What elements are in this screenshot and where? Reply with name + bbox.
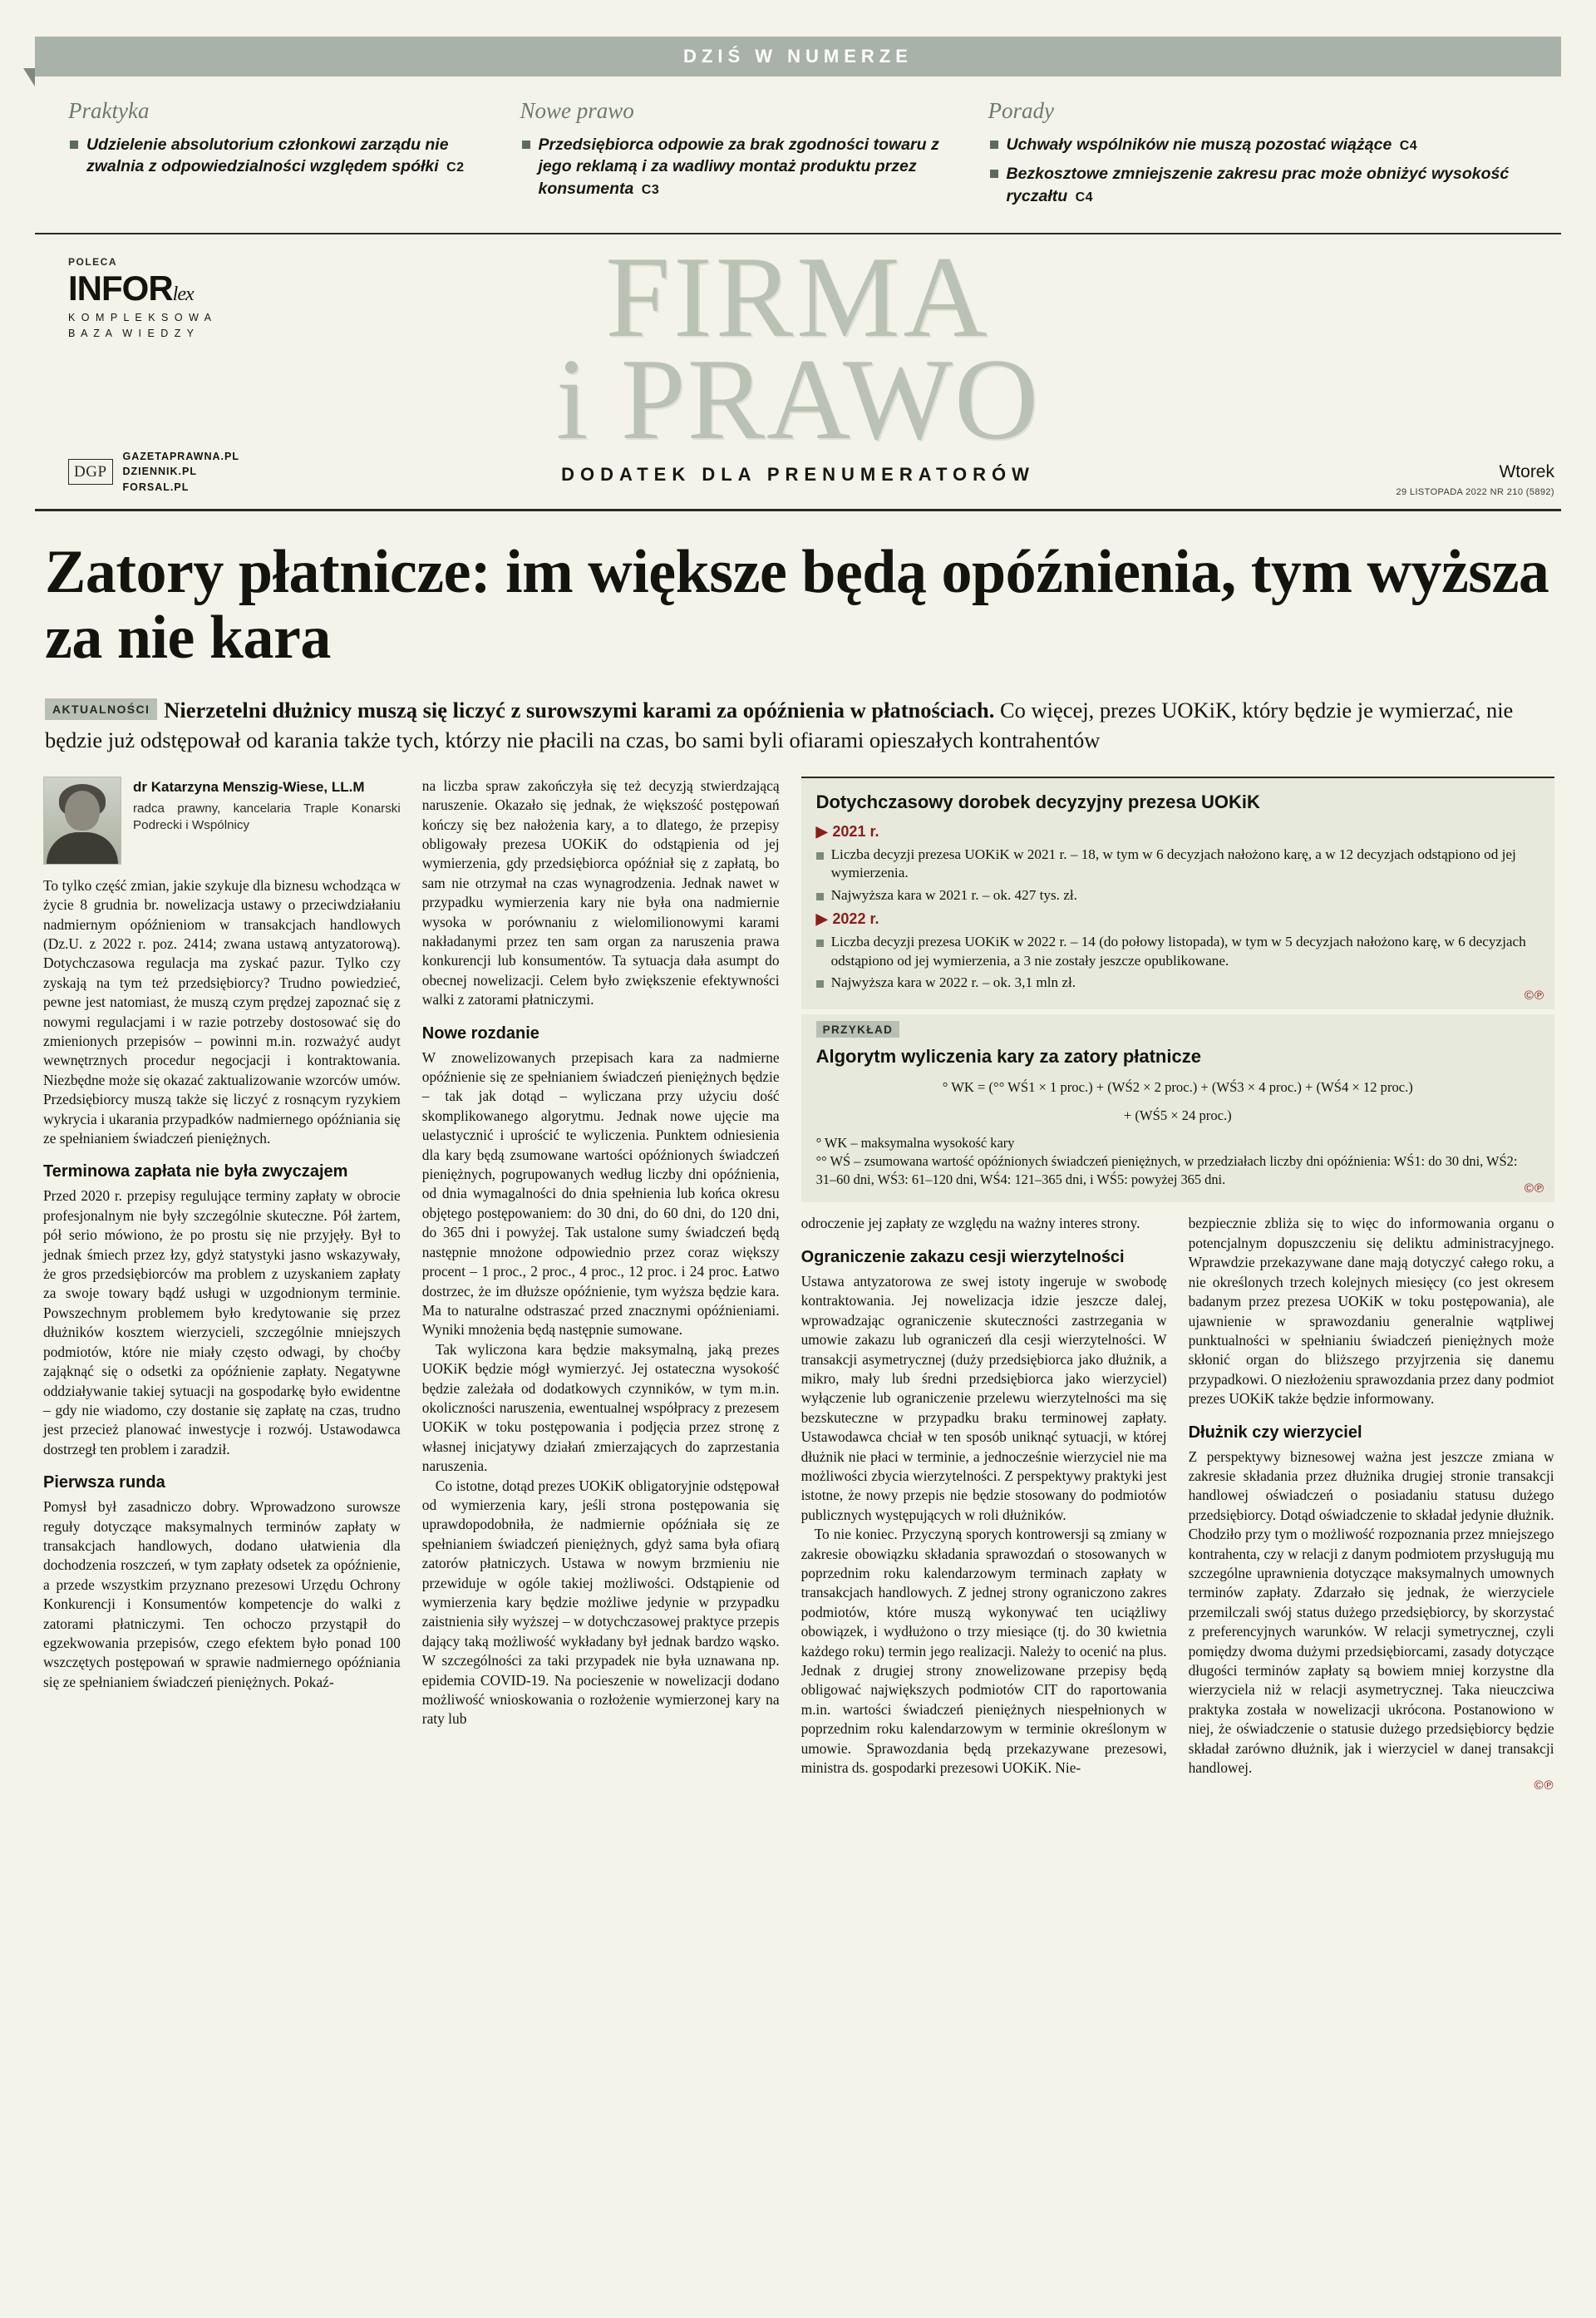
author-role: radca prawny, kancelaria Traple Konarski Podrecki i Wspólnicy xyxy=(133,801,401,832)
ribbon-fold-decoration xyxy=(23,68,35,86)
arrow-right-icon: ▶ xyxy=(815,910,828,927)
issue-info: 29 LISTOPADA 2022 NR 210 (5892) xyxy=(1396,486,1554,497)
inforlex-brand-text: INFOR xyxy=(68,268,173,308)
article-column-1 xyxy=(43,777,401,1795)
example-box-title: Algorytm wyliczenia kary za zatory płatnicze xyxy=(815,1045,1201,1067)
teaser-item-page: C4 xyxy=(1075,190,1094,205)
teaser-heading: Porady xyxy=(988,98,1054,123)
copyright-mark: ©℗ xyxy=(1524,1181,1544,1196)
title-line-firma: FIRMA xyxy=(605,232,991,362)
example-box xyxy=(801,1014,1554,1203)
section-heading: Dłużnik czy wierzyciel xyxy=(1188,1423,1362,1442)
paragraph: odroczenie jej zapłaty ze względu na ważny interes strony. xyxy=(800,1215,1140,1232)
masthead-footer-right xyxy=(1396,462,1554,497)
section-heading: Pierwsza runda xyxy=(43,1473,165,1492)
list-item: Najwyższa kara w 2021 r. – ok. 427 tys. zł. xyxy=(816,886,1539,905)
avatar xyxy=(43,777,121,865)
formula-line-1: ° WK = (°° WŚ1 × 1 proc.) + (WŚ2 × 2 proc.) + (WŚ3 × 4 proc.) + (WŚ4 × 12 proc.) xyxy=(942,1078,1413,1095)
teaser-heading: Nowe prawo xyxy=(520,98,634,123)
formula-line-2: + (WŚ5 × 24 proc.) xyxy=(1123,1107,1232,1124)
copyright-mark: ©℗ xyxy=(1524,988,1544,1003)
paragraph: To nie koniec. Przyczyną sporych kontrowersji są zmiany w zakresie obowiązku składania sprawozdań o stosowanych w poprzednim roku kalendarzowym terminach zapłaty w transakcjach handlowych. Z jednej strony ograniczono zakres podmiotów, które muszą wykonywać ten uciążliwy obowiązek, i wydłużono o trzy miesiące (tj. do 30 kwietnia każdego roku) termin jego realizacji. Należy to ocenić na plus. Jednak z drugiej strony znowelizowane przepisy będą obligować największych podmiotów CIT do raportowania m.in. wartości świadczeń pieniężnych niespełnionych w poprzednim roku kalendarzowym w terminie określonym w umowie. Sprawozdania będą przekazywane prezesowi, ministra ds. gospodarki prezesowi UOKiK. Nie- xyxy=(800,1526,1167,1777)
teaser-item-text: Bezkosztowe zmniejszenie zakresu prac może obniżyć wysokość ryczałtu xyxy=(1006,165,1510,205)
article-lede xyxy=(45,696,1549,754)
formula-legend-2: °° WŚ – zsumowana wartość opóźnionych świadczeń pieniężnych, w przedziałach liczby dni opóźnienia: WŚ1: do 30 dni, WŚ2: 31–60 dni, WŚ3: 61–120 dni, WŚ4: 121–365 dni, i WŚ5: powyżej 365 dni. xyxy=(815,1153,1518,1188)
teaser-column-porady xyxy=(988,98,1562,215)
article-column-3 xyxy=(801,1214,1167,1794)
paragraph: Przed 2020 r. przepisy regulujące terminy zapłaty w obrocie profesjonalnym nie były szczególnie skuteczne. Pół żartem, pół serio mówiono, że po prostu się nie przyjęły. Był to jednak śmiech przez łzy, gdyż statystyki jasno wskazywały, że gros przedsiębiorców ma problem z uzyskaniem zapłaty za swoje towary bądź usługi w uzgodnionym terminie. Powszechnym problemem było kredytowanie się przez dłużników kosztem wierzycieli, szczególnie mniejszych podmiotów, które nie miały często odwagi, by choćby zająknąć się o odsetki za opóźnienie zapłaty. Negatywne oddziaływanie takiej sytuacji na gospodarkę było ewidentne – gdy nie wiadomo, czy dostanie się zapłatę na czas, trudno jest przecież planować inwestycje i rozwój. Ustawodawca dostrzegł ten problem i zaradził. xyxy=(43,1187,401,1457)
lede-bold: Nierzetelni dłużnicy muszą się liczyć z surowszymi karami za opóźnienia w płatnościach. xyxy=(164,698,995,723)
teaser-heading: Praktyka xyxy=(68,98,150,123)
list-item: Najwyższa kara w 2022 r. – ok. 3,1 mln zł. xyxy=(816,974,1539,993)
author-name: dr Katarzyna Menszig-Wiese, LL.M xyxy=(133,778,365,795)
today-in-issue-label: DZIŚ W NUMERZE xyxy=(683,46,913,67)
author-block xyxy=(43,777,401,865)
page-title: Zatory płatnicze: im większe będą opóźnienia, tym wyższa za nie kara xyxy=(45,537,1549,673)
example-badge: PRZYKŁAD xyxy=(816,1021,900,1038)
masthead-footer-left xyxy=(68,449,239,496)
section-heading: Ograniczenie zakazu cesji wierzytelności xyxy=(800,1247,1125,1266)
article-column-4 xyxy=(1189,1214,1554,1794)
teaser-item-page: C4 xyxy=(1399,139,1418,153)
teaser-item[interactable] xyxy=(988,163,1547,207)
teaser-item-text: Udzielenie absolutorium członkowi zarządu nie zwalnia z odpowiedzialności względem spółki xyxy=(86,136,449,176)
dgp-logo: DGP xyxy=(68,459,113,485)
list-item: Liczba decyzji prezesa UOKiK w 2021 r. – 18, w tym w 6 decyzjach nałożono karę, a w 12 decyzjach odstąpiono od jej wymierzenia. xyxy=(816,846,1539,883)
poleca-label: POLECA xyxy=(68,255,118,268)
lower-columns xyxy=(801,1214,1554,1794)
author-meta xyxy=(133,777,401,865)
paragraph: To tylko część zmian, jakie szykuje dla biznesu wchodząca w życie 8 grudnia br. nowelizacja ustawy o przeciwdziałaniu nadmiernym opóźnieniom w transakcjach handlowych (Dz.U. z 2022 r. poz. 2414; zwana ustawą antyzatorową). Dotychczasowa regulacja ma zyskać pazur. Tylko czy zyskają na tym też przedsiębiorcy? Trudno powiedzieć, pewne jest natomiast, że muszą czym prędzej zapoznać się z nowymi regulacjami i w razie potrzeby dostosować się do zmienionych przepisów – powinni m.in. rozważyć audyt wewnętrznych procedur negocjacji i kontraktowania. Niezbędne może się okazać zaktualizowanie wzorców umów. Przedsiębiorcy muszą także się liczyć z rosnącym ryzykiem wykrycia i ukarania przypadków nadmiernego opóźniania się ze spełnianiem świadczeń pieniężnych. xyxy=(43,876,401,1147)
paragraph: Z perspektywy biznesowej ważna jest jeszcze zmiana w zakresie składania przez dłużnika drugiej stronie transakcji handlowej oświadczeń o posiadaniu statusu dużego przedsiębiorcy. Dotąd oświadczenie to składał jedynie dłużnik. Chodziło przy tym o możliwość rozpoznania przez mniejszego kontrahenta, czy w relacji z danym podmiotem przysługują mu szczególne uprawnienia dotyczące maksymalnych umownych terminów zapłaty. Zdarzało się jednak, że wierzyciele przemilczali swój status dużego przedsiębiorcy, by skorzystać z preferencyjnych warunków. W relacji symetrycznej, czyli pomiędzy dwoma dużymi przedsiębiorcami, zasady dotyczące długości terminów zapłaty są bowiem mniej korzystne dla wierzyciela niż w relacji asymetrycznej. Taka nieuczciwa praktyka została w nowelizacji ukrócona. Postanowiono w niej, że oświadczenie o statusie dużego przedsiębiorcy będzie składał zarówno dłużnik, jak i wierzyciel w danej transakcji handlowej. xyxy=(1188,1448,1554,1777)
teaser-item-page: C3 xyxy=(641,182,660,197)
lede-rest: Co więcej, prezes UOKiK, który będzie je wymierzać, nie będzie już odstępował od karania także tych, którzy nie płacili na czas, bo sami byli ofiarami opieszałych kontrahentów xyxy=(45,698,1514,752)
decisions-box-title: Dotychczasowy dorobek decyzyjny prezesa UOKiK xyxy=(815,791,1260,812)
masthead xyxy=(35,234,1561,511)
teaser-item[interactable] xyxy=(520,134,973,200)
teaser-row xyxy=(35,76,1561,234)
teaser-item-text: Uchwały wspólników nie muszą pozostać wiążące xyxy=(1006,136,1392,154)
paragraph: bezpiecznie zbliża się to więc do informowania organu o potencjalnym dopuszczeniu się deliktu administracyjnego. Wprawdzie przekazywane dane mają dotyczyć całego roku, a nie określonych trzech kolejnych miesięcy (co jest okresem badanym przez prezesa UOKiK w toku postępowania), ale ujawnienie w sprawozdaniu generalnie wątpliwej punktualności w spełnianiu świadczeń pieniężnych może skłonić organ do bliższego przyjrzenia się danemu przypadkowi. O niezłożeniu sprawozdania przez dany podmiot prezes UOKiK także będzie informowany. xyxy=(1188,1215,1554,1408)
paragraph: W znowelizowanych przepisach kara za nadmierne opóźnienie się ze spełnianiem świadczeń pieniężnych będzie – tak jak dotąd – wyliczana przy użyciu dość skomplikowanego algorytmu. Jednak nowe ujęcie ma uelastycznić i uprościć te wyliczenia. Punktem odniesienia dla kary będą zsumowane wartości opóźnionych świadczeń pieniężnych, pogrupowanych według liczby dni opóźnienia, od dnia wymagalności do dnia spełnienia lub końca okresu objętego postępowaniem: do 30 dni, do 60 dni, do 120 dni, do 365 dni i powyżej. Tak ustalone sumy świadczeń będą następnie mnożone odpowiednio przez coraz większy procent – 1 proc., 2 proc., 4 proc., 12 proc. i 24 proc. Łatwo dostrzec, że im dłuższe opóźnienie, tym wyższa będzie kara. Ma to naturalne odstraszać przed znacznymi opóźnieniami. Wyniki mnożenia będą następnie sumowane. xyxy=(421,1048,780,1339)
website-list[interactable]: GAZETAPRAWNA.PL DZIENNIK.PL FORSAL.PL xyxy=(122,450,239,494)
section-heading: Terminowa zapłata nie była zwyczajem xyxy=(43,1162,348,1181)
copyright-mark: ©℗ xyxy=(1534,1778,1554,1793)
avatar-shoulders xyxy=(47,832,118,864)
status-badge: AKTUALNOŚCI xyxy=(45,698,157,720)
inforlex-brand-suffix: lex xyxy=(172,283,194,305)
year-label: 2021 r. xyxy=(832,822,879,840)
paragraph: Tak wyliczona kara będzie maksymalną, jaką prezes UOKiK będzie mógł wymierzyć. Jej ostateczna wysokość będzie zależała od dodatkowych czynników, w tym m.in. okoliczności naruszenia, ewentualnej współpracy z prezesem UOKiK w toku postępowania i podjęcia przez stronę z własnej inicjatywy działań zmierzających do zaprzestania naruszenia. xyxy=(421,1340,780,1475)
teaser-column-nowe-prawo xyxy=(520,98,988,215)
year-label: 2022 r. xyxy=(832,910,879,927)
section-heading: Nowe rozdanie xyxy=(421,1023,539,1043)
paragraph: Pomysł był zasadniczo dobry. Wprowadzono surowsze reguły dotyczące maksymalnych terminów zapłaty w transakcjach handlowych, dodano ułatwienia dla dochodzenia roszczeń, w tym zapłaty odsetek za opóźnienie, a przede wszystkim przyznano prezesowi Urzędu Ochrony Konkurencji i Konsumentów kompetencje do walki z zatorami płatniczymi. Ten ochoczo przystąpił do egzekwowania przepisów, czego efektem było ponad 100 wszczętych postępowań w sprawie nadmiernego opóźniania się ze spełnianiem świadczeń pieniężnych. Pokaź- xyxy=(43,1498,401,1690)
year-heading-2022 xyxy=(816,910,1539,928)
teaser-item[interactable] xyxy=(68,134,505,178)
today-in-issue-bar xyxy=(35,37,1561,76)
weekday-label: Wtorek xyxy=(1499,461,1554,481)
teaser-item-text: Przedsiębiorca odpowie za brak zgodności towaru z jego reklamą i za wadliwy montaż produktu przez konsumenta xyxy=(538,136,939,198)
decisions-box xyxy=(801,777,1554,1009)
list-item: Liczba decyzji prezesa UOKiK w 2022 r. – 14 (do połowy listopada), w tym w 5 decyzjach nałożono karę, w 6 decyzjach odstąpiono od jej wymierzenia, a 3 nie zostały jeszcze opublikowane. xyxy=(816,933,1539,970)
supplement-title xyxy=(35,232,1561,486)
year-heading-2021 xyxy=(816,823,1539,841)
article-body xyxy=(35,777,1561,1828)
arrow-right-icon: ▶ xyxy=(815,822,828,840)
title-line-iprawo: i PRAWO xyxy=(555,335,1041,465)
paragraph: Ustawa antyzatorowa ze swej istoty ingeruje w swobodę kontraktowania. Jej nowelizacja idzie jeszcze dalej, wprowadzając ograniczenie skuteczności zastrzegania w umowie zakazu lub ograniczeń dla cesji wierzytelności. W transakcji asymetrycznej (duży przedsiębiorca jako dłużnik, a mikro, mały lub średni przedsiębiorca jako wierzyciel) wyłączenie lub ograniczenie przelewu wierzytelności ma się bezskuteczne w przypadku braku terminowej zapłaty. Ustawodawca chciał w ten sposób uniknąć sytuacji, w której dłużnik nie płaci w terminie, a jednocześnie wierzyciel nie ma możliwości zbycia wierzytelności. Z perspektywy praktyki jest istotne, że nowy przepis nie będzie stosowany do podmiotów publicznych występujących w roli dłużników. xyxy=(800,1272,1167,1523)
avatar-face xyxy=(65,791,100,831)
inforlex-tagline: K O M P L E K S O W A B A Z A W I E D Z Y xyxy=(68,311,213,339)
supplement-subtitle: DODATEK DLA PRENUMERATORÓW xyxy=(561,464,1035,486)
right-zone xyxy=(801,777,1554,1795)
teaser-item-page: C2 xyxy=(446,160,465,175)
paragraph: Co istotne, dotąd prezes UOKiK obligatoryjnie odstępował od wymierzenia kary, jeśli strona postępowania się uprawdopodobniła, że nadmiernie opóźniała się ze spełnianiem świadczeń pieniężnych, gdyż sama była ofiarą zatorów płatniczych. Ustawa w nowym brzmieniu nie przewiduje w ogóle takiej możliwości. Odstąpienie od wymierzenia kary będzie możliwe jedynie w przypadku zaistnienia siły wyższej – w dotychczasowej praktyce przepis dający taką możliwość wykładany był jednak bardzo wąsko. W szczególności za taki przypadek nie była uznawana np. epidemia COVID-19. Na pocieszenie w nowelizacji dodano możliwość wnioskowania o rozłożenie wymierzonej kary na raty lub xyxy=(421,1477,780,1728)
teaser-column-praktyka xyxy=(35,98,520,215)
paragraph: na liczba spraw zakończyła się też decyzją stwierdzającą naruszenie. Okazało się jednak, że większość postępowań kończy się bez nałożenia kary, a to dlatego, że przepisy obligowały prezesa UOKiK do odstąpienia od jej wymierzenia, gdy przedsiębiorca opóźniał się z zapłatą, bo sam nie otrzymał na czas wynagrodzenia. Jednak nawet w przypadku wymierzenia kary nie była ona nadmiernie wysoka w porównaniu z wielomilionowymi karami nakładanymi przez ten sam organ za naruszenia prawa konkurencji lub konsumentów. Ta sytuacja dała asumpt do obecnej nowelizacji. Celem było zwiększenie efektywności walki z zatorami płatniczymi. xyxy=(421,777,780,1009)
formula-legend-1: ° WK – maksymalna wysokość kary xyxy=(815,1135,1015,1152)
teaser-item[interactable] xyxy=(988,134,1547,155)
article-column-2 xyxy=(422,777,780,1795)
